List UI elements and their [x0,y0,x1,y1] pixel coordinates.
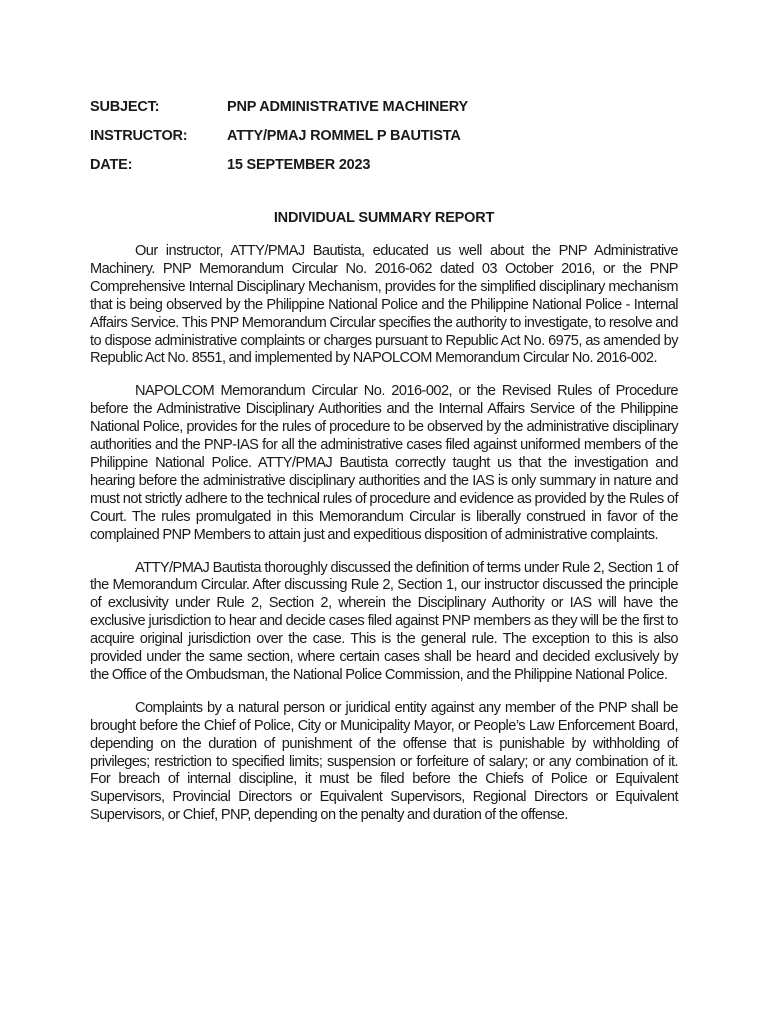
report-title: INDIVIDUAL SUMMARY REPORT [273,210,495,226]
date-label: DATE: [90,156,133,173]
subject-label: SUBJECT: [90,98,160,115]
report-body [90,243,678,840]
paragraph-2: NAPOLCOM Memorandum Circular No. 2016-002, or the Revised Rules of Procedure before the Administrative Disciplinary Authorities and the Internal Affairs Service of the Philippine National Police, provides for the rules of procedure to be observed by the administrative disciplinary authorities and the PNP-IAS for all the administrative cases filed against uniformed members of the Philippine National Police. ATTY/PMAJ Bautista correctly taught us that the investigation and hearing before the administrative disciplinary authorities and the IAS is only summary in nature and must not strictly adhere to the technical rules of procedure and evidence as provided by the Rules of Court. The rules promulgated in this Memorandum Circular is liberally construed in favor of the complained PNP Members to attain just and expeditious disposition of administrative complaints. [90,383,678,543]
instructor-label: INSTRUCTOR: [90,127,188,144]
date-value: 15 SEPTEMBER 2023 [227,156,371,173]
subject-value: PNP ADMINISTRATIVE MACHINERY [227,98,468,115]
instructor-row [90,121,680,150]
paragraph-1: Our instructor, ATTY/PMAJ Bautista, educated us well about the PNP Administrative Machinery. PNP Memorandum Circular No. 2016-062 dated 03 October 2016, or the PNP Comprehensive Internal Disciplinary Mechanism, provides for the simplified disciplinary mechanism that is being observed by the Philippine National Police and the Philippine National Police - Internal Affairs Service. This PNP Memorandum Circular specifies the authority to investigate, to resolve and to dispose administrative complaints or charges pursuant to Republic Act No. 6975, as amended by Republic Act No. 8551, and implemented by NAPOLCOM Memorandum Circular No. 2016-002. [90,243,678,367]
instructor-value: ATTY/PMAJ ROMMEL P BAUTISTA [227,127,461,144]
paragraph-4: Complaints by a natural person or juridical entity against any member of the PNP shall be brought before the Chief of Police, City or Municipality Mayor, or People’s Law Enforcement Board, depending on the duration of punishment of the offense that is punishable by withholding of privileges; restriction to specified limits; suspension or forfeiture of salary; or any combination of it. For breach of internal discipline, it must be filed before the Chiefs of Police or Equivalent Supervisors, Provincial Directors or Equivalent Supervisors, Regional Directors or Equivalent Supervisors, or Chief, PNP, depending on the penalty and duration of the offense. [90,699,678,824]
paragraph-3: ATTY/PMAJ Bautista thoroughly discussed the definition of terms under Rule 2, Section 1 of the Memorandum Circular. After discussing Rule 2, Section 1, our instructor discussed the principle of exclusivity under Rule 2, Section 2, wherein the Disciplinary Authority or IAS will have the exclusive jurisdiction to hear and decide cases filed against PNP members as they will be the first to acquire original jurisdiction over the case. This is the general rule. The exception to this is also provided under the same section, where certain cases shall be heard and decided exclusively by the Office of the Ombudsman, the National Police Commission, and the Philippine National Police. [90,559,678,683]
subject-row [90,92,680,121]
document-header [90,92,680,179]
date-row [90,150,680,179]
